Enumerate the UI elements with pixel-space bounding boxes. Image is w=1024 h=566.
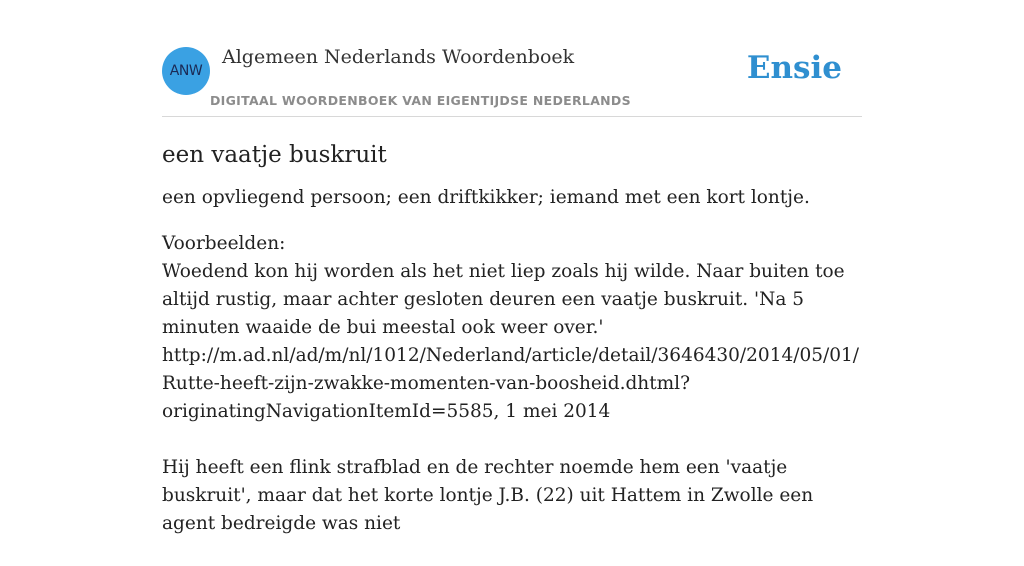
example-2: Hij heeft een flink strafblad en de rechter noemde hem een 'vaatje buskruit', maar dat het korte lontje J.B. (22) uit Hattem in Zwolle een agent bedreigde was niet <box>162 457 814 534</box>
entry-definition: een opvliegend persoon; een driftkikker; iemand met een kort lontje. <box>162 187 810 208</box>
entry-content <box>162 138 862 566</box>
ensie-brand-link[interactable]: Ensie <box>746 50 842 86</box>
examples-section <box>162 230 862 538</box>
site-header <box>162 40 862 117</box>
examples-label: Voorbeelden: <box>162 233 286 254</box>
logo-text: ANW <box>169 63 203 79</box>
example-1: Woedend kon hij worden als het niet liep zoals hij wilde. Naar buiten toe altijd rustig, maar achter gesloten deuren een vaatje buskruit. 'Na 5 minuten waaide de bui meestal ook weer over.' http://m.ad.nl/ad/m/nl/1012/Nederland/article/detail/3646430/2014/05/01/Rutte-heeft-zijn-zwakke-momenten-van-boosheid.dhtml?originatingNavigationItemId=5585, 1 mei 2014 <box>162 261 860 422</box>
site-title[interactable]: Algemeen Nederlands Woordenboek <box>222 46 575 68</box>
site-subtitle: DIGITAAL WOORDENBOEK VAN EIGENTIJDSE NEDERLANDS <box>210 93 631 108</box>
entry-term: een vaatje buskruit <box>162 142 387 168</box>
anw-logo[interactable] <box>162 47 210 95</box>
